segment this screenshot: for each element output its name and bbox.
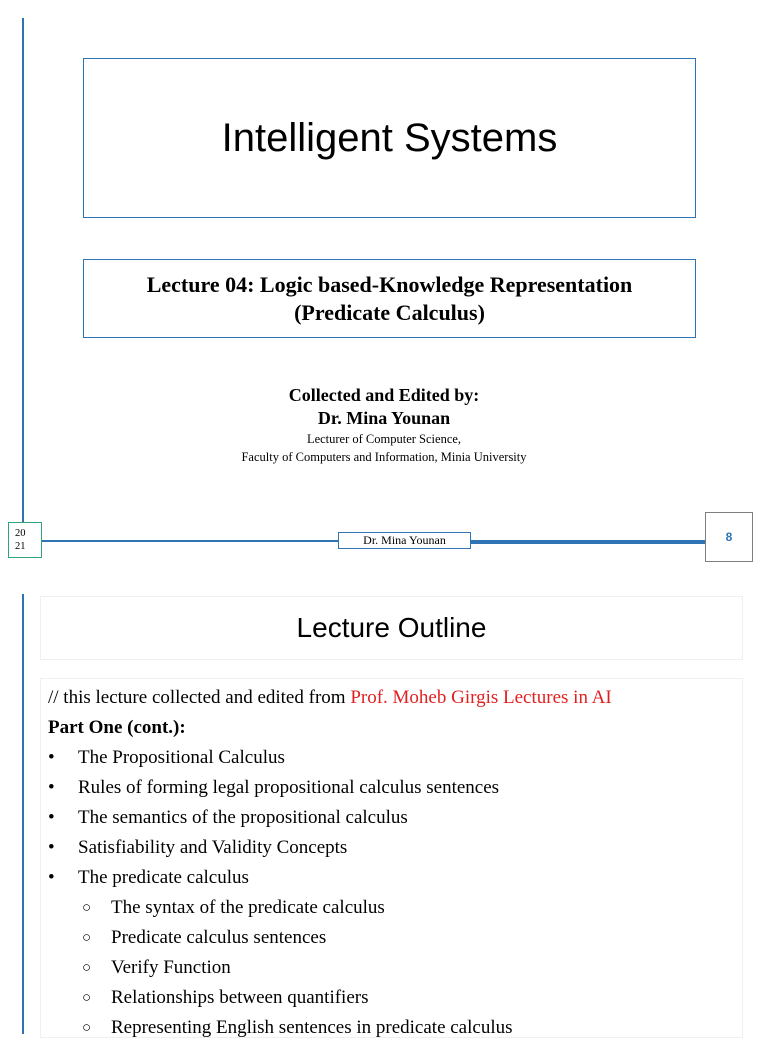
page-title: Intelligent Systems [221, 115, 558, 160]
intro-prefix: // this lecture collected and edited from [48, 687, 351, 708]
list-item: • The Propositional Calculus [48, 743, 742, 773]
outline-slide [0, 578, 768, 1038]
lecture-topic: (Predicate Calculus) [294, 299, 485, 325]
bullet-icon: • [48, 807, 55, 828]
sub-list-item: ○ Predicate calculus sentences [48, 923, 742, 953]
author-affiliation: Faculty of Computers and Information, Minia University [241, 450, 527, 464]
outline-list [48, 743, 742, 1043]
circle-bullet-icon: ○ [82, 990, 92, 1006]
author-name: Dr. Mina Younan [317, 408, 451, 428]
title-box [83, 58, 696, 218]
outline-title-box [40, 596, 743, 660]
year-bottom: 21 [15, 541, 26, 552]
intro-source: Prof. Moheb Girgis Lectures in AI [350, 687, 612, 708]
sub-list-item: ○ Representing English sentences in predicate calculus [48, 1013, 742, 1043]
footer-line-thick [470, 540, 705, 544]
list-item: • Rules of forming legal propositional calculus sentences [48, 773, 742, 803]
bullet-icon: • [48, 747, 55, 768]
circle-bullet-icon: ○ [82, 1020, 92, 1036]
year-top: 20 [15, 528, 26, 539]
bullet-icon: • [48, 867, 55, 888]
sub-list-item: ○ Verify Function [48, 953, 742, 983]
circle-bullet-icon: ○ [82, 930, 92, 946]
sub-list-item: ○ The syntax of the predicate calculus [48, 893, 742, 923]
list-item: • The predicate calculus [48, 863, 742, 893]
author-role: Lecturer of Computer Science, [306, 432, 462, 446]
circle-bullet-icon: ○ [82, 960, 92, 976]
footer-author: Dr. Mina Younan [338, 532, 471, 549]
year-badge [8, 522, 42, 558]
credits [0, 384, 768, 466]
page-number: 8 [725, 530, 733, 544]
list-item: • The semantics of the propositional calculus [48, 803, 742, 833]
page-number-badge [705, 512, 753, 562]
circle-bullet-icon: ○ [82, 900, 92, 916]
lecture-title: Lecture 04: Logic based-Knowledge Representation [146, 271, 633, 297]
bullet-icon: • [48, 777, 55, 798]
list-item: • Satisfiability and Validity Concepts [48, 833, 742, 863]
bullet-icon: • [48, 837, 55, 858]
left-accent-line [22, 594, 24, 1034]
subtitle-box [83, 259, 696, 338]
outline-title: Lecture Outline [296, 612, 487, 643]
sub-list-item: ○ Relationships between quantifiers [48, 983, 742, 1013]
intro-line [48, 683, 742, 713]
part-heading: Part One (cont.): [48, 717, 186, 738]
collected-label: Collected and Edited by: [288, 385, 480, 405]
outline-body [40, 678, 743, 1038]
